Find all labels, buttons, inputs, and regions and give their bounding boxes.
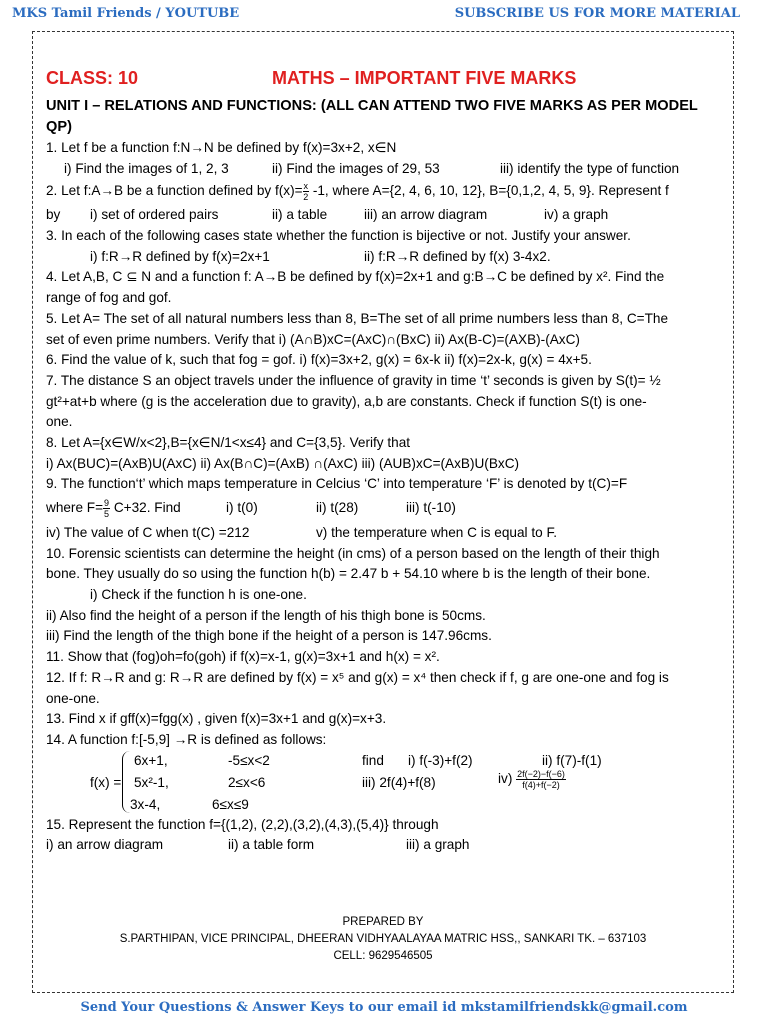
question-5: 5. Let A= The set of all natural numbers less than 8, B=The set of all prime numbers less than 8, C=The — [46, 310, 668, 326]
question-10-part-1: i) Check if the function h is one-one. — [90, 587, 307, 603]
channel-name: MKS Tamil Friends / YOUTUBE — [12, 6, 240, 21]
question-7-end: one. — [46, 414, 73, 430]
unit-heading: UNIT I – RELATIONS AND FUNCTIONS: (ALL CAN ATTEND TWO FIVE MARKS AS PER MODEL QP) — [46, 98, 698, 135]
fraction-x-over-2: $\frac{x}{2}$ — [303, 181, 309, 203]
cell-number: CELL: 9629546505 — [333, 950, 433, 962]
fraction-iv: $\frac{2f(-2)-f(-6)}{f(4)+f(-2)}$ — [517, 768, 565, 790]
question-4-cont: range of fog and gof. — [46, 290, 172, 306]
piecewise-function: 6x+1, -5≤x<2 find i) f(-3)+f(2) ii) f(7)-f(1) f(x) = 5x²-1, 2≤x<6 iii) 2f(4)+f(8) iv) $\frac{2f(-2)-f(-6)}{f(4)+f(-2)}$ 3x-4, 6≤x≤9 — [90, 752, 602, 812]
question-2-parts: by i) set of ordered pairs ii) a table iii) an arrow diagram iv) a graph — [46, 207, 609, 223]
question-7-cont: gt²+at+b where (g is the acceleration due to gravity), a,b are constants. Check if function S(t) is one- — [46, 393, 647, 409]
email-banner: Send Your Questions & Answer Keys to our email id mkstamilfriendskk@gmail.com — [80, 1000, 688, 1015]
question-10-part-2: ii) Also find the height of a person if the length of his thigh bone is 50cms. — [46, 607, 486, 623]
question-sheet — [46, 66, 726, 856]
subscribe-text: SUBSCRIBE US FOR MORE MATERIAL — [454, 6, 740, 21]
question-2: 2. Let f:A→B be a function defined by f(x)= $\frac{x}{2}$ -1, where A={2, 4, 6, 10, 12}, B={0,1,2, 4, 5, 9}. Represent f — [46, 181, 669, 203]
question-3: 3. In each of the following cases state whether the function is bijective or not. Justify your answer. — [46, 228, 631, 244]
question-13: 13. Find x if gff(x)=fgg(x) , given f(x)=3x+1 and g(x)=x+3. — [46, 711, 387, 727]
question-15-parts: i) an arrow diagram ii) a table form iii) a graph — [46, 837, 470, 853]
question-15: 15. Represent the function f={(1,2), (2,2),(3,2),(4,3),(5,4)} through — [46, 816, 439, 832]
question-4: 4. Let A,B, C ⊆ N and a function f: A→B be defined by f(x)=2x+1 and g:B→C be defined by x². Find the — [46, 269, 665, 285]
question-3-parts: i) f:R→R defined by f(x)=2x+1 ii) f:R→R defined by f(x) 3-4x2. — [90, 248, 551, 264]
question-10: 10. Forensic scientists can determine the height (in cms) of a person based on the length of their thigh — [46, 545, 660, 561]
question-9: 9. The function‘t’ which maps temperature in Celcius ‘C’ into temperature ‘F’ is denoted by t(C)=F — [46, 476, 628, 492]
question-8-parts: i) Ax(BUC)=(AxB)U(AxC) ii) Ax(B∩C)=(AxB) ∩(AxC) iii) (AUB)xC=(AxB)U(BxC) — [46, 455, 520, 471]
author-line: S.PARTHIPAN, VICE PRINCIPAL, DHEERAN VIDHYAALAYAA MATRIC HSS,, SANKARI TK. – 637103 — [119, 933, 647, 945]
question-1: 1. Let f be a function f:N→N be defined by f(x)=3x+2, x∈N — [46, 140, 397, 155]
prepared-by: PREPARED BY — [342, 916, 424, 928]
question-12: 12. If f: R→R and g: R→R are defined by f(x) = x⁵ and g(x) = x⁴ then check if f, g are one-one and fog is — [46, 669, 669, 685]
question-14: 14. A function f:[-5,9] →R is defined as follows: — [46, 731, 327, 747]
credits — [32, 914, 734, 965]
question-8: 8. Let A={x∈W/x<2},B={x∈N/1<x≤4} and C={3,5}. Verify that — [46, 434, 411, 450]
class-label: CLASS: 10 — [46, 68, 139, 88]
subject-title: MATHS – IMPORTANT FIVE MARKS — [272, 68, 577, 88]
question-7: 7. The distance S an object travels under the influence of gravity in time ‘t’ seconds is given by S(t)= ½ — [46, 372, 661, 388]
question-9-formula: where F= $\frac{9}{5}$ C+32. Find i) t(0) ii) t(28) iii) t(-10) — [46, 498, 456, 519]
title-row — [46, 66, 726, 96]
question-6: 6. Find the value of k, such that fog = gof. i) f(x)=3x+2, g(x) = 6x-k ii) f(x)=2x-k, g(x) = 4x+5. — [46, 352, 592, 368]
question-12-cont: one-one. — [46, 690, 100, 706]
fraction-9-over-5: $\frac{9}{5}$ — [104, 498, 110, 519]
question-5-cont: set of even prime numbers. Verify that i) (A∩B)xC=(AxC)∩(BxC) ii) Ax(B-C)=(AXB)-(AxC) — [46, 331, 580, 347]
question-1-parts: i) Find the images of 1, 2, 3 ii) Find the images of 29, 53 iii) identify the type of function — [64, 160, 680, 176]
question-9-parts: iv) The value of C when t(C) =212 v) the temperature when C is equal to F. — [46, 525, 558, 540]
question-10-part-3: iii) Find the length of the thigh bone if the height of a person is 147.96cms. — [46, 628, 492, 644]
top-banner — [0, 4, 768, 24]
question-10-cont: bone. They usually do so using the function h(b) = 2.47 b + 54.10 where b is the length of their bone. — [46, 566, 651, 582]
question-11: 11. Show that (fog)oh=fo(goh) if f(x)=x-1, g(x)=3x+1 and h(x) = x². — [46, 649, 440, 665]
